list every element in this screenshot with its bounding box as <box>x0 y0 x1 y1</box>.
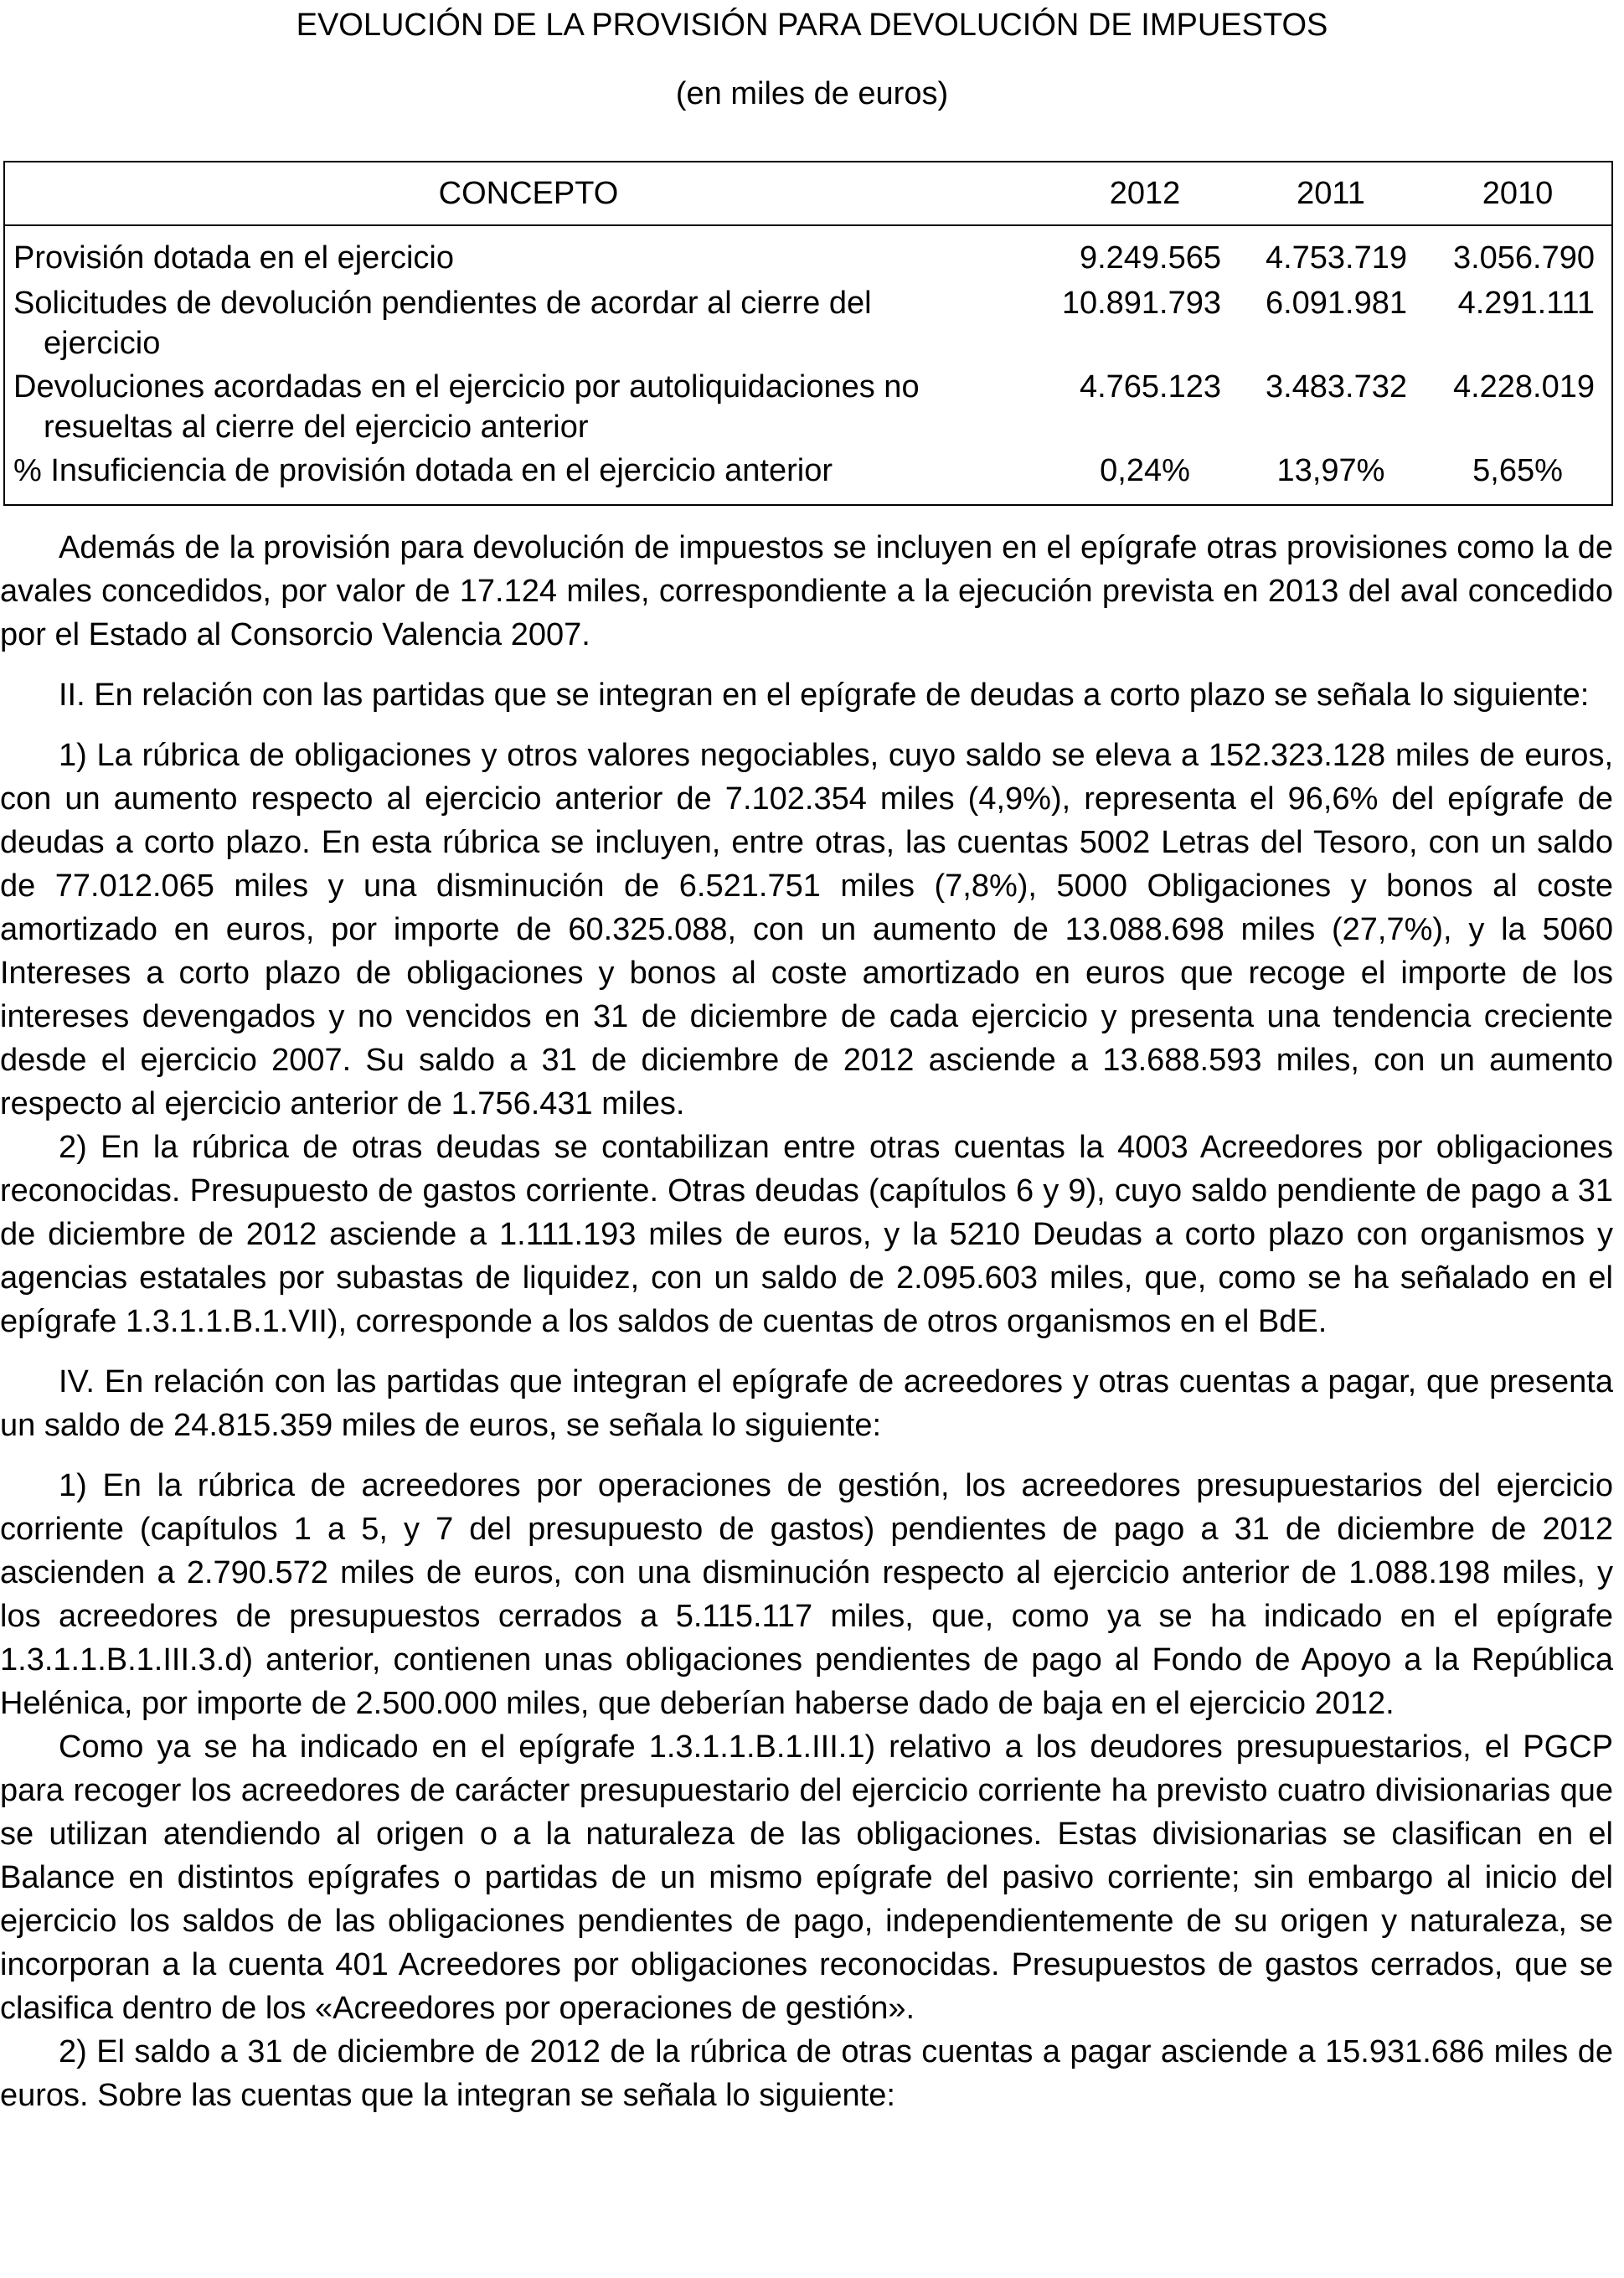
document-title: EVOLUCIÓN DE LA PROVISIÓN PARA DEVOLUCIÓN DE IMPUESTOS <box>296 8 1328 43</box>
paragraph-avales: Además de la provisión para devolución de impuestos se incluyen en el epígrafe otras provisiones como la de avales concedidos, por valor de 17.124 miles, correspondiente a la ejecución prevista en 2013 del aval concedido por el Estado al Consorcio Valencia 2007. <box>0 530 1613 652</box>
row-concept-text: Provisión dotada en el ejercicio <box>13 240 454 276</box>
row-concept-text: Devoluciones acordadas en el ejercicio por autoliquidaciones no <box>13 369 920 405</box>
row-value-2010: 4.291.111 <box>1457 286 1595 321</box>
row-value-2010: 3.056.790 <box>1452 240 1595 276</box>
table-row <box>5 363 1611 447</box>
row-concept-text: Solicitudes de devolución pendientes de acordar al cierre del <box>13 286 872 321</box>
header-2010: 2010 <box>1424 162 1611 225</box>
provision-table-grid <box>5 162 1611 491</box>
paragraph-obligaciones: 1) La rúbrica de obligaciones y otros valores negociables, cuyo saldo se eleva a 152.323.128 miles de euros, con un aumento respecto al ejercicio anterior de 7.102.354 miles (4,9%), representa el 96,6% del epígrafe de deudas a corto plazo. En esta rúbrica se incluyen, entre otras, las cuentas 5002 Letras del Tesoro, con un saldo de 77.012.065 miles y una disminución de 6.521.751 miles (7,8%), 5000 Obligaciones y bonos al coste amortizado en euros, por importe de 60.325.088, con un aumento de 13.088.698 miles (27,7%), y la 5060 Intereses a corto plazo de obligaciones y bonos al coste amortizado en euros que recoge el importe de los intereses devengados y no vencidos en 31 de diciembre de cada ejercicio y presenta una tendencia creciente desde el ejercicio 2007. Su saldo a 31 de diciembre de 2012 asciende a 13.688.593 miles, con un aumento respecto al ejercicio anterior de 1.756.431 miles. <box>0 738 1613 1121</box>
paragraph-section-iv: IV. En relación con las partidas que integran el epígrafe de acreedores y otras cuentas a pagar, que presenta un saldo de 24.815.359 miles de euros, se señala lo siguiente: <box>0 1364 1613 1443</box>
paragraph-otras-deudas: 2) En la rúbrica de otras deudas se contabilizan entre otras cuentas la 4003 Acreedores por obligaciones reconocidas. Presupuesto de gastos corriente. Otras deudas (capítulos 6 y 9), cuyo saldo pendiente de pago a 31 de diciembre de 2012 asciende a 1.111.193 miles de euros, y la 5210 Deudas a corto plazo con organismos y agencias estatales por subastas de liquidez, con un saldo de 2.095.603 miles, que, como se ha señalado en el epígrafe 1.3.1.1.B.1.VII), corresponde a los saldos de cuentas de otros organismos en el BdE. <box>0 1130 1613 1339</box>
paragraph-otras-cuentas: 2) El saldo a 31 de diciembre de 2012 de la rúbrica de otras cuentas a pagar asciende a 15.931.686 miles de euros. Sobre las cuentas que la integran se señala lo siguiente: <box>0 2034 1613 2113</box>
row-concept-text: % Insuficiencia de provisión dotada en el ejercicio anterior <box>13 453 833 488</box>
row-value-2012: 9.249.565 <box>1079 240 1221 276</box>
row-concept <box>5 278 1052 363</box>
document-subtitle: (en miles de euros) <box>675 76 949 111</box>
table-row <box>5 447 1611 491</box>
row-concept-continuation: ejercicio <box>44 326 161 361</box>
row-value-2011: 13,97% <box>1276 453 1385 488</box>
header-2011: 2011 <box>1238 162 1424 225</box>
row-value-2012: 10.891.793 <box>1061 286 1221 321</box>
row-concept-continuation: resueltas al cierre del ejercicio anterior <box>44 410 589 445</box>
header-2012: 2012 <box>1052 162 1238 225</box>
provision-table <box>3 161 1613 506</box>
row-value-2010: 5,65% <box>1472 453 1563 488</box>
row-value-2012: 0,24% <box>1100 453 1190 488</box>
row-concept <box>5 363 1052 447</box>
document-body <box>0 526 1613 2117</box>
paragraph-acreedores-gestion: 1) En la rúbrica de acreedores por operaciones de gestión, los acreedores presupuestarios del ejercicio corriente (capítulos 1 a 5, y 7 del presupuesto de gastos) pendientes de pago a 31 de diciembre de 2012 ascienden a 2.790.572 miles de euros, con una disminución respecto al ejercicio anterior de 1.088.198 miles, y los acreedores de presupuestos cerrados a 5.115.117 miles, que, como ya se ha indicado en el epígrafe 1.3.1.1.B.1.III.3.d) anterior, contienen unas obligaciones pendientes de pago al Fondo de Apoyo a la República Helénica, por importe de 2.500.000 miles, que deberían haberse dado de baja en el ejercicio 2012. <box>0 1468 1613 1721</box>
header-concept: CONCEPTO <box>5 162 1052 225</box>
row-value-2011: 4.753.719 <box>1265 240 1407 276</box>
row-value-2011: 6.091.981 <box>1265 286 1407 321</box>
row-value-2012: 4.765.123 <box>1079 369 1221 405</box>
row-concept <box>5 225 1052 278</box>
paragraph-section-ii: II. En relación con las partidas que se integran en el epígrafe de deudas a corto plazo se señala lo siguiente: <box>59 678 1590 713</box>
paragraph-divisionarias: Como ya se ha indicado en el epígrafe 1.3.1.1.B.1.III.1) relativo a los deudores presupuestarios, el PGCP para recoger los acreedores de carácter presupuestario del ejercicio corriente ha previsto cuatro divisionarias que se utilizan atendiendo al origen o a la naturaleza de las obligaciones. Estas divisionarias se clasifican en el Balance en distintos epígrafes o partidas de un mismo epígrafe del pasivo corriente; sin embargo al inicio del ejercicio los saldos de las obligaciones pendientes de pago, independientemente de su origen y naturaleza, se incorporan a la cuenta 401 Acreedores por obligaciones reconocidas. Presupuestos de gastos cerrados, que se clasifica dentro de los «Acreedores por operaciones de gestión». <box>0 1729 1613 2026</box>
row-concept <box>5 447 1052 491</box>
row-value-2010: 4.228.019 <box>1452 369 1595 405</box>
row-value-2011: 3.483.732 <box>1265 369 1407 405</box>
table-row <box>5 225 1611 278</box>
table-header-row <box>5 162 1611 225</box>
table-row <box>5 278 1611 363</box>
